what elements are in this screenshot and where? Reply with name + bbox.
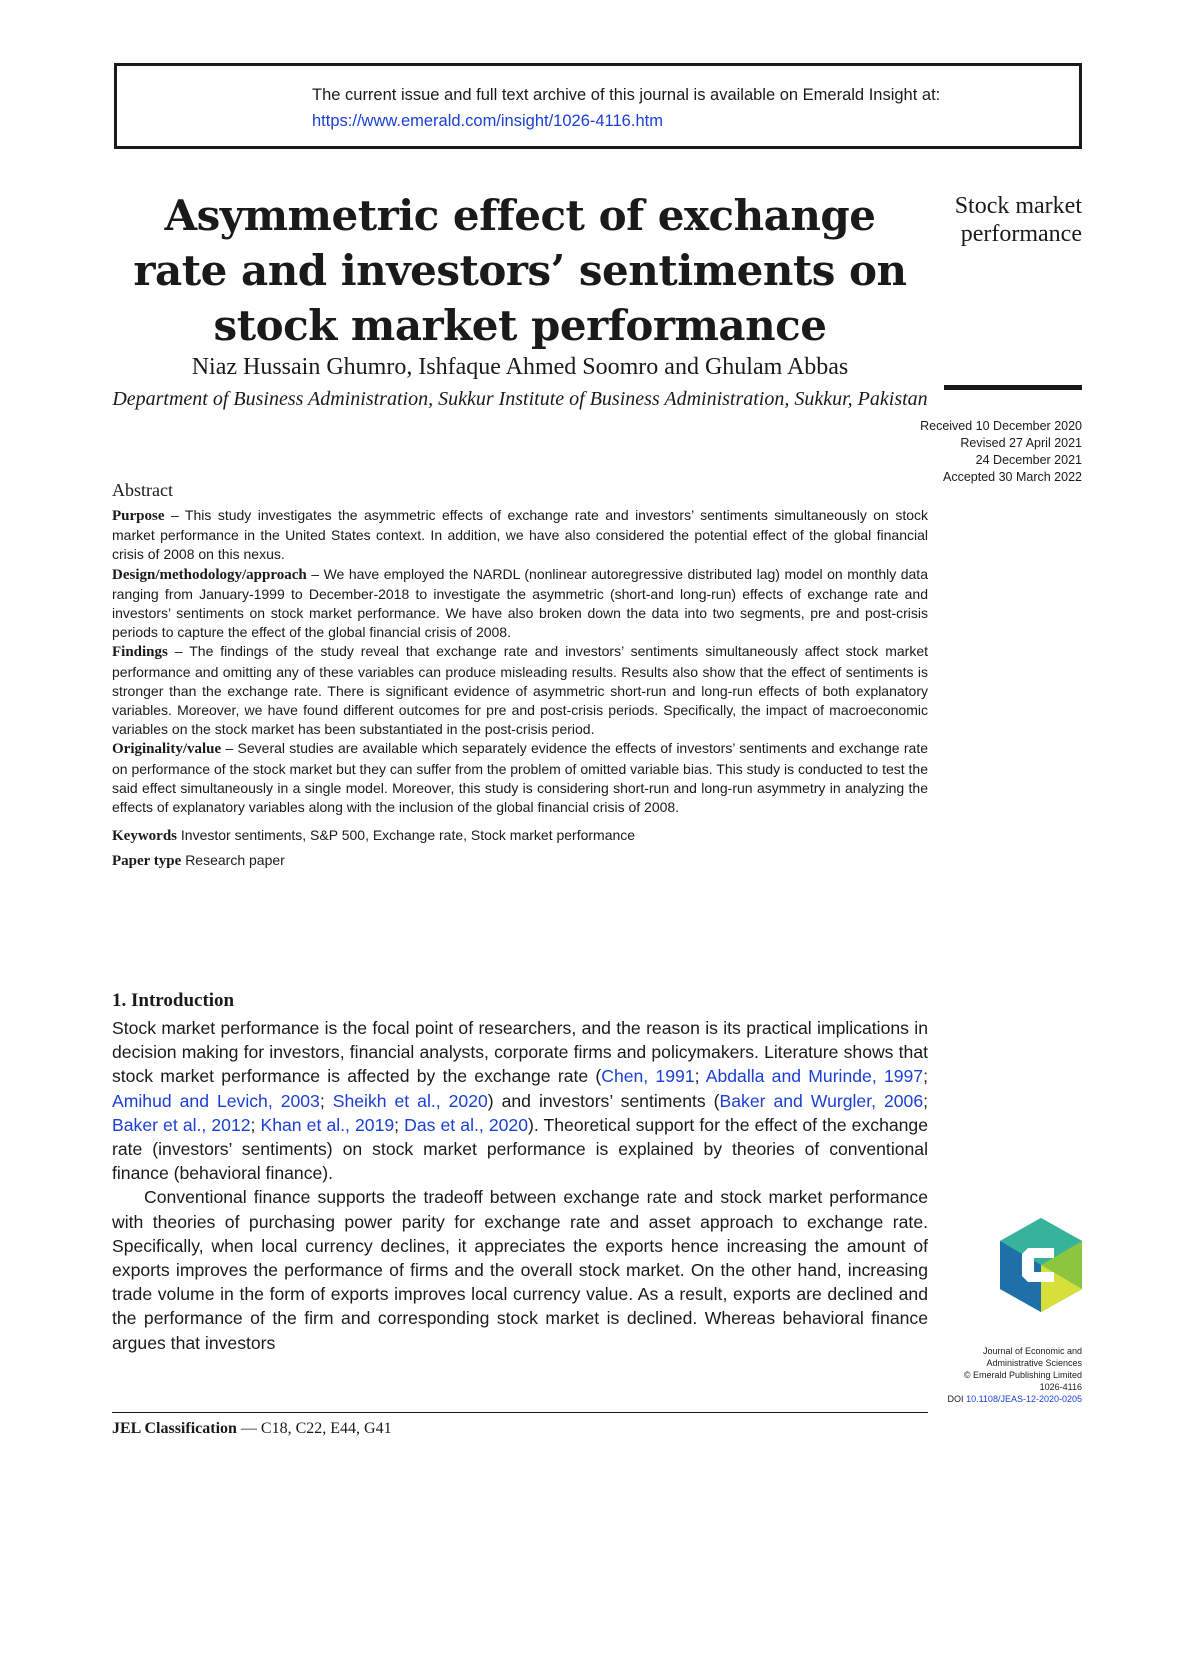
section-heading: 1. Introduction [112, 990, 235, 1011]
paper-type [112, 848, 928, 873]
paragraph: Stock market performance is the focal point of researchers, and the reason is its practical implications in decision making for investors, financial analysts, corporate firms and policymakers. Literature shows that stock market performance is affected by the exchange rate (Chen, 1991; Abdalla and Murinde, 1997; Amihud and Levich, 2003; Sheikh et al., 2020) and investors’ sentiments (Baker and Wurgler, 2006; Baker et al., 2012; Khan et al., 2019; Das et al., 2020). Theoretical support for the effect of the exchange rate (investors’ sentiments) on stock market performance is explained by theories of conventional finance (behavioral finance). [112, 1018, 928, 1184]
copyright: © Emerald Publishing Limited [963, 1370, 1082, 1380]
section-label: Purpose [112, 508, 165, 524]
revised-date: Revised 27 April 2021 [960, 436, 1082, 450]
journal-link[interactable]: https://www.emerald.com/insight/1026-4116.htm [312, 112, 663, 130]
abstract-originality: Originality/value – Several studies are available which separately evidence the effects of investors’ sentiments and exchange rate on performance of the stock market but they can suffer from the problem of omitted variable bias. This study is conducted to test the said effect simultaneously in a single model. Moreover, this study is considering short-run and long-run asymmetry in analyzing the effects of explanatory variables along with the inclusion of the global financial crisis of 2008. [112, 740, 928, 816]
citation-link[interactable]: Chen, 1991 [601, 1066, 695, 1087]
abstract [112, 478, 928, 873]
received-date: Received 10 December 2020 [920, 419, 1082, 433]
doi-label: DOI [947, 1394, 964, 1404]
section-text: Several studies are available which separately evidence the effects of investors’ sentiments and exchange rate on performance of the stock market but they can suffer from the problem of omitted variable bias. This study is conducted to test the said effect simultaneously in a single model. Moreover, this study is considering short-run and long-run asymmetry in analyzing the effects of explanatory variables along with the inclusion of the global financial crisis of 2008. [112, 740, 928, 816]
section-text: We have employed the NARDL (nonlinear autoregressive distributed lag) model on monthly data ranging from January-1999 to December-2018 to investigate the asymmetric (short-and long-run) effects of exchange rate and investors’ sentiments on stock market performance. We have also broken down the data into two segments, pre and post-crisis periods to capture the effect of the global financial crisis of 2008. [112, 565, 928, 641]
keywords [112, 823, 928, 848]
journal-name: Journal of Economic and [982, 1346, 1082, 1356]
citation-link[interactable]: Das et al., 2020 [404, 1114, 528, 1135]
abstract-heading: Abstract [112, 480, 173, 500]
doi [948, 1393, 1082, 1405]
journal-availability-banner [114, 63, 1082, 149]
affiliation: Department of Business Administration, Sukkur Institute of Business Administration, Sukkur, Pakistan [112, 388, 928, 410]
article-dates [920, 418, 1082, 486]
keywords-text: Investor sentiments, S&P 500, Exchange rate, Stock market performance [180, 827, 636, 844]
section-text: This study investigates the asymmetric effects of exchange rate and investors’ sentiments simultaneously on stock market performance in the United States context. In addition, we have also considered the potential effect of the global financial crisis of 2008 on this nexus. [112, 507, 928, 563]
abstract-findings: Findings – The findings of the study reveal that exchange rate and investors’ sentiments simultaneously affect stock market performance and omitting any of these variables can produce misleading results. Results also show that the effect of sentiments is stronger than the exchange rate. There is significant evidence of asymmetric short-run and long-run effects of both explanatory variables. Moreover, we have found different outcomes for pre and post-crisis periods. Specifically, the impact of macroeconomic variables on the stock market has been substantiated in the post-crisis period. [112, 643, 928, 738]
publisher-logo-icon [1000, 1218, 1082, 1312]
journal-info [948, 1345, 1082, 1405]
paragraph-text: Stock market performance is the focal point of researchers, and the reason is its practical implications in decision making for investors, financial analysts, corporate firms and policymakers. Literature shows that stock market performance is affected by the exchange rate ( [112, 1018, 928, 1087]
paper-type-label: Paper type [112, 853, 182, 870]
sidebar-divider [944, 385, 1082, 390]
jel-label: JEL Classification [112, 1420, 237, 1437]
paper-type-text: Research paper [185, 852, 285, 869]
citation-link[interactable]: Abdalla and Murinde, 1997 [705, 1066, 924, 1087]
citation-link[interactable]: Amihud and Levich, 2003 [112, 1090, 320, 1111]
section-label: Originality/value [112, 741, 222, 758]
running-head-line: performance [960, 221, 1082, 247]
journal-name: Administrative Sciences [986, 1358, 1082, 1368]
doi-link[interactable]: 10.1108/JEAS-12-2020-0205 [966, 1394, 1082, 1404]
section-label: Design/methodology/approach [112, 566, 307, 583]
abstract-purpose: Purpose – This study investigates the asymmetric effects of exchange rate and investors’ sentiments simultaneously on stock market performance in the United States context. In addition, we have also considered the potential effect of the global financial crisis of 2008 on this nexus. [112, 507, 928, 563]
section-text: The findings of the study reveal that exchange rate and investors’ sentiments simultaneously affect stock market performance and omitting any of these variables can produce misleading results. Results also show that the effect of sentiments is stronger than the exchange rate. There is significant evidence of asymmetric short-run and long-run effects of both explanatory variables. Moreover, we have found different outcomes for pre and post-crisis periods. Specifically, the impact of macroeconomic variables on the stock market has been substantiated in the post-crisis period. [112, 643, 928, 738]
running-head-line: Stock market [954, 193, 1082, 219]
introduction-body [112, 1016, 928, 1355]
paragraph: Conventional finance supports the tradeoff between exchange rate and stock market performance with theories of purchasing power parity for exchange rate and asset approach to exchange rate. Specifically, when local currency declines, it appreciates the exports hence increasing the amount of exports improves the performance of firms and the overall stock market. On the other hand, increasing trade volume in the form of exports improves local currency value. As a result, exports are declined and the performance of the firm and corresponding stock market is declined. Whereas behavioral finance argues that investors [112, 1187, 928, 1353]
citation-link[interactable]: Sheikh et al., 2020 [332, 1090, 488, 1111]
revised-date-2: 24 December 2021 [975, 453, 1082, 467]
paragraph-text: ). Theoretical support for the effect of the exchange rate (investors’ sentiments) on stock market performance is explained by theories of conventional finance (behavioral finance). [112, 1114, 928, 1184]
abstract-design: Design/methodology/approach – We have employed the NARDL (nonlinear autoregressive distributed lag) model on monthly data ranging from January-1999 to December-2018 to investigate the asymmetric (short-and long-run) effects of exchange rate and investors’ sentiments on stock market performance. We have also broken down the data into two segments, pre and post-crisis periods to capture the effect of the global financial crisis of 2008. [112, 565, 928, 641]
jel-codes: — C18, C22, E44, G41 [240, 1420, 392, 1437]
accepted-date: Accepted 30 March 2022 [943, 470, 1082, 484]
citation-link[interactable]: Khan et al., 2019 [260, 1114, 395, 1135]
keywords-label: Keywords [112, 828, 177, 845]
jel-classification [112, 1420, 392, 1438]
banner-text: The current issue and full text archive of this journal is available on Emerald Insight at: [312, 86, 941, 104]
issn: 1026-4116 [1039, 1382, 1082, 1392]
citation-link[interactable]: Baker et al., 2012 [112, 1114, 251, 1135]
paragraph-text: ) and investors’ sentiments ( [487, 1090, 720, 1111]
running-head [955, 192, 1082, 248]
authors: Niaz Hussain Ghumro, Ishfaque Ahmed Soomro and Ghulam Abbas [191, 354, 849, 380]
footnote-rule [112, 1412, 928, 1413]
paper-title: Asymmetric effect of exchange rate and investors’ sentiments on stock market performance [133, 191, 907, 350]
section-label: Findings [112, 644, 168, 661]
citation-link[interactable]: Baker and Wurgler, 2006 [719, 1090, 924, 1111]
